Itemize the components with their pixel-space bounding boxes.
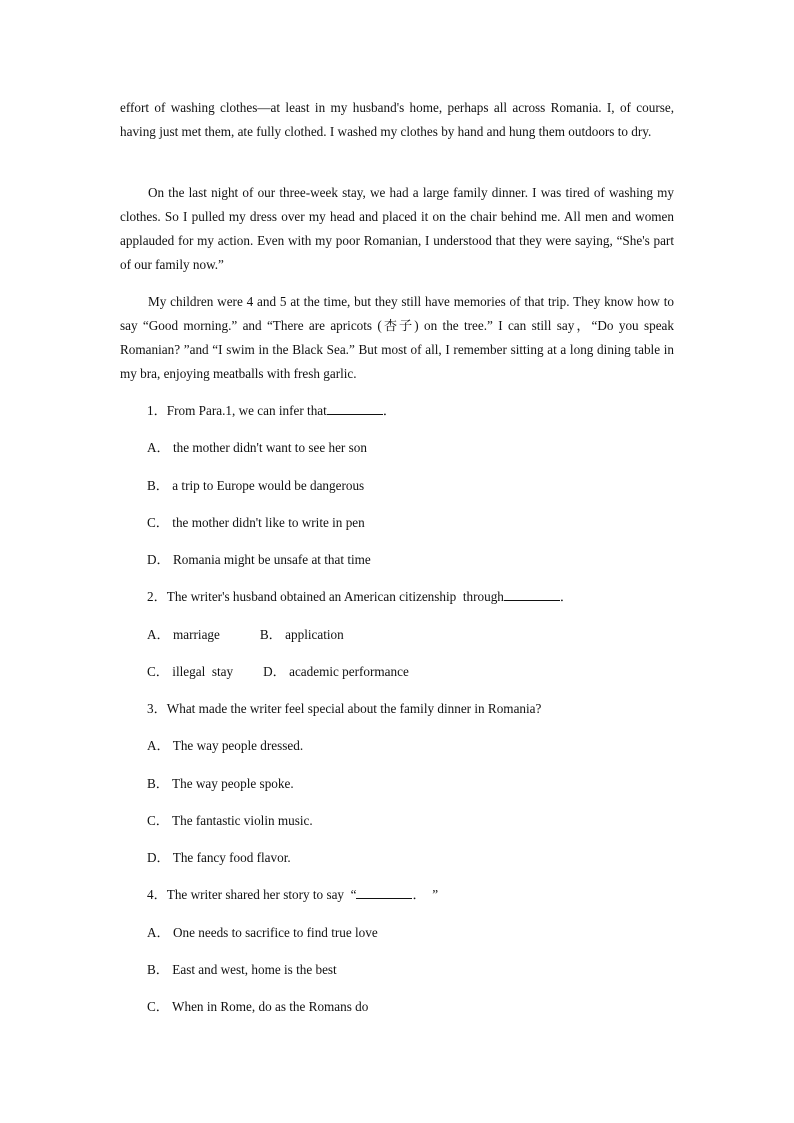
question-1-option-c: C． the mother didn't like to write in pen bbox=[147, 515, 365, 530]
question-3-option-d: D． The fancy food flavor. bbox=[147, 850, 291, 865]
question-2-stem: 2．The writer's husband obtained an American citizenship through bbox=[147, 589, 504, 604]
question-2-option-b: B． application bbox=[259, 627, 344, 642]
question-4-stem: 4．The writer shared her story to say “ bbox=[147, 887, 357, 902]
question-4-end: ． ” bbox=[412, 887, 439, 902]
question-2-option-a: A． marriage bbox=[147, 627, 220, 642]
question-4-option-a: A． One needs to sacrifice to find true love bbox=[147, 925, 378, 940]
question-1-option-a: A． the mother didn't want to see her son bbox=[147, 440, 367, 455]
question-1-option-d: D． Romania might be unsafe at that time bbox=[147, 552, 371, 567]
question-4-option-b: B． East and west, home is the best bbox=[147, 962, 337, 977]
answer-blank bbox=[327, 403, 383, 415]
passage-paragraph-1: effort of washing clothes—at least in my husband's home, perhaps all across Romania. I, of course, having just met them, ate fully clothed. I washed my clothes by hand and hung them outdoors to dry. bbox=[120, 100, 674, 139]
question-4 bbox=[147, 885, 438, 905]
answer-blank bbox=[356, 887, 412, 899]
question-2-options-ab bbox=[147, 625, 344, 645]
question-2 bbox=[147, 587, 573, 607]
question-3-option-c: C． The fantastic violin music. bbox=[147, 813, 313, 828]
question-3-option-a: A． The way people dressed. bbox=[147, 738, 304, 753]
answer-blank bbox=[504, 589, 560, 601]
question-1 bbox=[147, 401, 396, 421]
question-1-option-b: B． a trip to Europe would be dangerous bbox=[147, 478, 365, 493]
question-2-option-d: D． academic performance bbox=[263, 664, 409, 679]
question-3-option-b: B． The way people spoke. bbox=[147, 776, 294, 791]
question-2-options-cd bbox=[147, 662, 409, 682]
question-1-end: ． bbox=[382, 403, 396, 418]
question-1-stem: 1．From Para.1, we can infer that bbox=[147, 403, 327, 418]
question-2-option-c: C． illegal stay bbox=[147, 664, 234, 679]
passage-paragraph-3: My children were 4 and 5 at the time, but they still have memories of that trip. They know how to say “Good morning.” and “There are apricots (杏子) on the tree.” I can still say，“Do you speak Romanian? ”and “I swim in the Black Sea.” But most of all, I remember sitting at a long dining table in my bra, enjoying meatballs with fresh garlic. bbox=[120, 294, 674, 381]
question-4-option-c: C． When in Rome, do as the Romans do bbox=[147, 999, 369, 1014]
question-3-stem: 3．What made the writer feel special about the family dinner in Romania? bbox=[147, 701, 542, 716]
question-2-end: ． bbox=[559, 589, 574, 604]
passage-paragraph-2: On the last night of our three-week stay, we had a large family dinner. I was tired of washing my clothes. So I pulled my dress over my head and placed it on the chair behind me. All men and women applauded for my action. Even with my poor Romanian, I understood that they were saying, “She's part of our family now.” bbox=[120, 185, 674, 272]
